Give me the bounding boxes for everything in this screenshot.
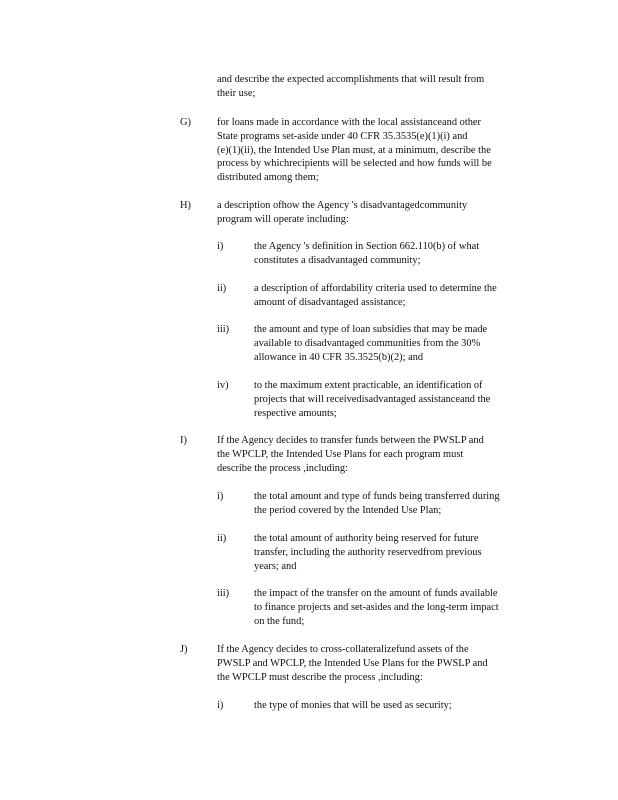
text-line: PWSLP and WPCLP, the Intended Use Plans for the PWSLP and (217, 657, 488, 669)
subitem-paragraph (254, 323, 544, 364)
subitem-paragraph (254, 379, 544, 420)
text-line: the total amount of authority being reserved for future (254, 533, 479, 544)
text-line: and describe the expected accomplishments that will result from (217, 74, 485, 85)
text-line: (e)(1)(ii), the Intended Use Plan must, at a minimum, describe the (217, 144, 491, 156)
text-line: a description of affordability criteria used to determine the (254, 283, 497, 294)
text-line: amount of disadvantaged assistance; (254, 296, 406, 308)
text-line: respective amounts; (254, 407, 337, 419)
text-line: to the maximum extent practicable, an identification of (254, 380, 483, 391)
item-label-g: G) (180, 117, 191, 128)
subitem-paragraph (254, 587, 544, 628)
subitem-paragraph (254, 282, 544, 310)
text-line: describe the process ,including: (217, 462, 348, 474)
text-line: the type of monies that will be used as security; (254, 700, 452, 711)
subitem-paragraph (254, 699, 544, 713)
subitem-label: ii) (217, 283, 227, 294)
text-line: process by whichrecipients will be selected and how funds will be (217, 158, 492, 170)
text-line: transfer, including the authority reservedfrom previous (254, 546, 482, 558)
text-line: If the Agency decides to transfer funds between the PWSLP and (217, 435, 484, 446)
text-line: projects that will receivedisadvantaged assistanceand the (254, 393, 491, 405)
text-line: the period covered by the Intended Use Plan; (254, 504, 442, 516)
subitem-label: i) (217, 491, 224, 502)
paragraph-i (217, 434, 547, 475)
subitem-label: iii) (217, 588, 230, 599)
text-line: the WPCLP, the Intended Use Plans for each program must (217, 448, 464, 460)
paragraph-j (217, 643, 547, 684)
item-label-i: I) (180, 435, 187, 446)
text-line: distributed among them; (217, 172, 319, 184)
subitem-paragraph (254, 240, 544, 268)
text-line: the amount and type of loan subsidies that may be made (254, 324, 488, 335)
text-line: a description ofhow the Agency 's disadvantagedcommunity (217, 200, 468, 211)
text-line: for loans made in accordance with the local assistanceand other (217, 117, 481, 128)
text-line: on the fund; (254, 615, 305, 627)
text-line: years; and (254, 560, 297, 572)
text-line: to finance projects and set-asides and the long-term impact (254, 601, 499, 613)
subitem-label: iv) (217, 380, 229, 391)
item-label-j: J) (180, 644, 188, 655)
subitem-label: i) (217, 241, 224, 252)
text-line: their use; (217, 87, 256, 99)
subitem-label: i) (217, 700, 224, 711)
text-line: the impact of the transfer on the amount of funds available (254, 588, 498, 599)
text-line: the Agency 's definition in Section 662.110(b) of what (254, 241, 480, 252)
text-line: If the Agency decides to cross-collateralizefund assets of the (217, 644, 469, 655)
text-line: the WPCLP must describe the process ,including: (217, 671, 423, 683)
paragraph-h (217, 199, 547, 227)
text-line: allowance in 40 CFR 35.3525(b)(2); and (254, 351, 424, 363)
subitem-label: iii) (217, 324, 230, 335)
subitem-paragraph (254, 532, 544, 573)
paragraph-g (217, 116, 547, 185)
subitem-label: ii) (217, 533, 227, 544)
text-line: available to disadvantaged communities from the 30% (254, 337, 481, 349)
text-line: State programs set-aside under 40 CFR 35.3535(e)(1)(i) and (217, 130, 468, 142)
text-line: the total amount and type of funds being transferred during (254, 491, 500, 502)
text-line: program will operate including: (217, 213, 349, 225)
text-line: constitutes a disadvantaged community; (254, 254, 421, 266)
item-label-h: H) (180, 200, 191, 211)
subitem-paragraph (254, 490, 544, 518)
intro-paragraph (217, 73, 547, 101)
